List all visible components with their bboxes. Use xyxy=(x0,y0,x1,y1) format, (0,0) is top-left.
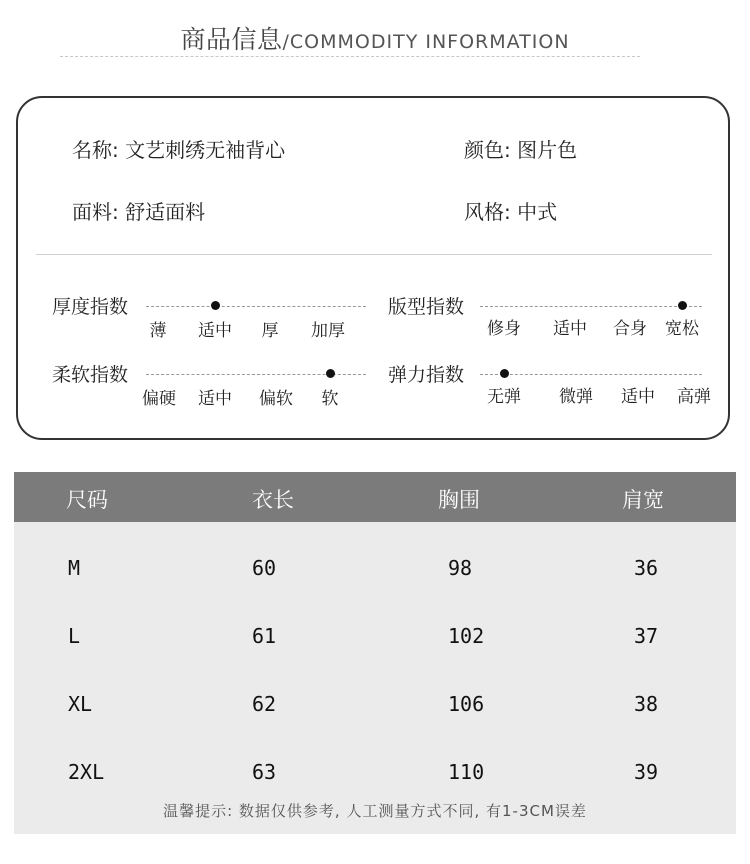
color-label: 颜色: xyxy=(464,138,511,162)
title-divider xyxy=(60,56,640,57)
thickness-option: 厚 xyxy=(261,321,279,341)
style-field xyxy=(464,196,557,225)
table-cell: L xyxy=(68,624,81,648)
table-cell: M xyxy=(68,556,81,580)
thickness-option: 薄 xyxy=(149,321,167,341)
fit-option: 宽松 xyxy=(665,319,699,339)
table-cell: XL xyxy=(68,692,93,716)
table-cell: 2XL xyxy=(68,760,105,784)
measurement-note: 温馨提示: 数据仅供参考, 人工测量方式不同, 有1-3CM误差 xyxy=(163,802,587,820)
softness-option: 偏硬 xyxy=(142,389,176,409)
color-value: 图片色 xyxy=(517,138,578,162)
header-chest: 胸围 xyxy=(438,488,480,512)
thickness-index-label: 厚度指数 xyxy=(52,296,129,318)
thickness-option: 加厚 xyxy=(311,321,345,341)
name-label: 名称: xyxy=(72,138,119,162)
elasticity-option: 适中 xyxy=(621,387,655,407)
style-value: 中式 xyxy=(517,200,558,224)
thickness-scale-line xyxy=(146,306,366,307)
table-cell: 102 xyxy=(448,624,485,648)
softness-option: 偏软 xyxy=(259,389,293,409)
fabric-field xyxy=(72,196,205,225)
size-table xyxy=(14,472,736,834)
table-cell: 36 xyxy=(634,556,659,580)
title-en: /COMMODITY INFORMATION xyxy=(282,31,570,53)
softness-index-label: 柔软指数 xyxy=(52,364,129,386)
header-shoulder: 肩宽 xyxy=(622,488,664,512)
thickness-option: 适中 xyxy=(198,321,232,341)
table-header xyxy=(14,472,736,522)
table-cell: 60 xyxy=(252,556,277,580)
style-label: 风格: xyxy=(464,200,511,224)
table-cell: 98 xyxy=(448,556,473,580)
table-cell: 39 xyxy=(634,760,659,784)
fit-index-label: 版型指数 xyxy=(388,296,465,318)
thickness-selected-dot xyxy=(211,301,220,310)
softness-option: 适中 xyxy=(198,389,232,409)
fabric-label: 面料: xyxy=(72,200,119,224)
header-length: 衣长 xyxy=(252,488,294,512)
fit-option: 修身 xyxy=(487,319,521,339)
name-value: 文艺刺绣无袖背心 xyxy=(125,138,286,162)
elasticity-option: 微弹 xyxy=(559,387,593,407)
table-cell: 106 xyxy=(448,692,485,716)
fit-option: 适中 xyxy=(553,319,587,339)
fabric-value: 舒适面料 xyxy=(125,200,206,224)
header-size: 尺码 xyxy=(66,488,108,512)
fit-selected-dot xyxy=(678,301,687,310)
table-cell: 63 xyxy=(252,760,277,784)
elasticity-option: 无弹 xyxy=(487,387,521,407)
fit-option: 合身 xyxy=(613,319,647,339)
name-field xyxy=(72,134,285,163)
table-cell: 61 xyxy=(252,624,277,648)
elasticity-scale-line xyxy=(480,374,702,375)
fit-scale-line xyxy=(480,306,702,307)
table-cell: 62 xyxy=(252,692,277,716)
commodity-info-card xyxy=(16,96,730,440)
title-cn: 商品信息 xyxy=(180,25,283,54)
elasticity-selected-dot xyxy=(500,369,509,378)
color-field xyxy=(464,134,577,163)
table-cell: 110 xyxy=(448,760,485,784)
card-divider xyxy=(36,254,712,255)
table-cell: 38 xyxy=(634,692,659,716)
softness-selected-dot xyxy=(326,369,335,378)
page-title xyxy=(0,20,750,56)
elasticity-index-label: 弹力指数 xyxy=(388,364,465,386)
elasticity-option: 高弹 xyxy=(677,387,711,407)
table-cell: 37 xyxy=(634,624,659,648)
softness-option: 软 xyxy=(321,389,339,409)
